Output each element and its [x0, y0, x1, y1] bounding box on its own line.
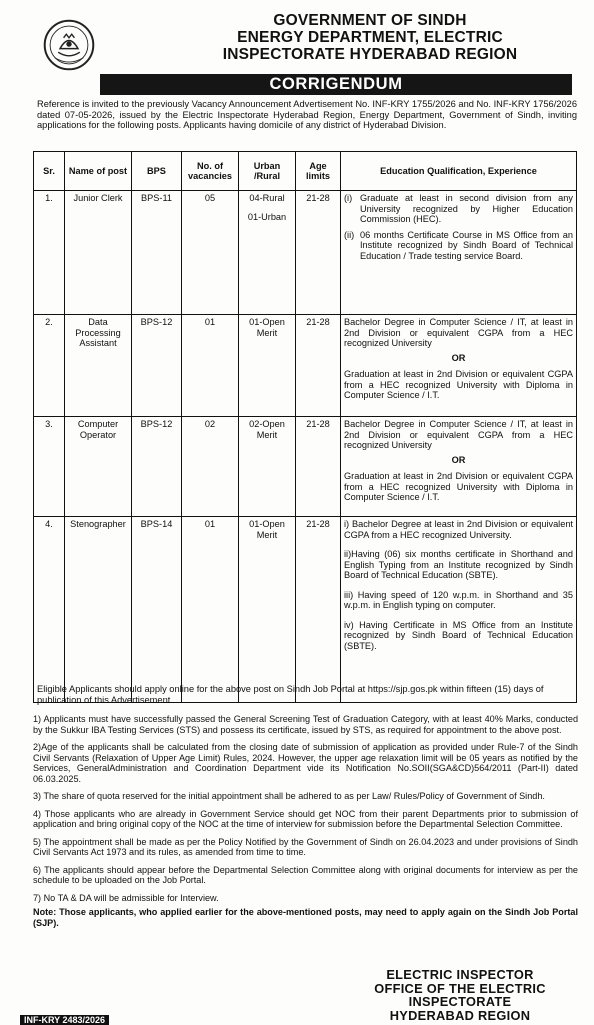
signature-line-3: INSPECTORATE: [408, 994, 512, 1009]
cell-urban-rural: 01-Open Merit: [239, 315, 296, 417]
signature-line-2: OFFICE OF THE ELECTRIC: [374, 980, 546, 996]
cell-bps: BPS-12: [132, 315, 182, 417]
intro-paragraph: Reference is invited to the previously Vacancy Announcement Advertisement No. INF-KRY 1755/2026 and No. INF-KRY 1756/2026 dated 07-05-2026, issued by the Electric Inspectorate Hyderabad Region, Energy Department, Government of Sindh, inviting applications for the following posts. Applicants having domicile of any district of Hyderabad Division.: [37, 99, 577, 131]
cell-sr: 4.: [34, 517, 65, 703]
cell-bps: BPS-14: [132, 517, 182, 703]
qualification-item: i) Bachelor Degree at least in 2nd Division or equivalent CGPA from a HEC recognized University.: [344, 519, 573, 540]
cell-qualification: [341, 191, 577, 315]
qualification-item: ii)Having (06) six months certificate in Shorthand and English Typing from an Institute recognized by Sindh Board of Technical Education (SBTE).: [344, 549, 573, 580]
cell-post-name: Junior Clerk: [65, 191, 132, 315]
qualification-item: Bachelor Degree in Computer Science / IT, at least in 2nd Division or equivalent CGPA from a HEC recognized University: [344, 419, 573, 450]
sindh-government-emblem-icon: [42, 18, 96, 72]
note-item: 7) No TA & DA will be admissible for Interview.: [33, 892, 219, 903]
note-item: 3) The share of quota reserved for the initial appointment shall be adhered to as per Law/ Rules/Policy of Government of Sindh.: [33, 791, 545, 801]
or-separator: OR: [451, 454, 466, 465]
cell-age: 21-28: [296, 517, 341, 703]
cell-vacancies: 01: [182, 517, 239, 703]
signature-block: [360, 968, 560, 1022]
quota-line: 01-Urban: [247, 211, 287, 222]
advertisement-reference-number: INF-KRY 2483/2026: [20, 1015, 109, 1025]
col-header-vacancies: No. of vacancies: [182, 152, 239, 191]
col-header-sr: Sr.: [34, 152, 65, 191]
cell-qualification: [341, 315, 577, 417]
or-separator: OR: [451, 352, 466, 363]
cell-sr: 3.: [34, 417, 65, 517]
cell-age: 21-28: [296, 315, 341, 417]
eligibility-paragraph: Eligible Applicants should apply online for the above post on Sindh Job Portal at https://sjp.gos.pk within fifteen (15) days of publication of this Advertisement.: [37, 684, 544, 705]
qualification-item: [344, 193, 573, 225]
posts-table: [33, 151, 577, 703]
note-item: 6) The applicants should appear before the Departmental Selection Committee along with original documents for interview as per the schedule to be uploaded on the Job Portal.: [33, 864, 578, 885]
item-number: (ii): [344, 229, 355, 240]
header-title: [190, 12, 550, 63]
notes-list: [33, 714, 578, 935]
cell-urban-rural: [239, 191, 296, 315]
table-row: [34, 417, 577, 517]
header-line-1: GOVERNMENT OF SINDH: [273, 12, 467, 29]
note-item: 4) Those applicants who are already in Government Service should get NOC from their parent Departments prior to submission of application and bring original copy of the NOC at the time of interview for submission before the Departmental Selection Committee.: [33, 808, 578, 829]
qualification-item: Bachelor Degree in Computer Science / IT, at least in 2nd Division or equivalent CGPA from a HEC recognized University: [344, 317, 573, 348]
cell-bps: BPS-12: [132, 417, 182, 517]
cell-post-name: Data Processing Assistant: [65, 315, 132, 417]
col-header-age: Age limits: [296, 152, 341, 191]
signature-line-4: HYDERABAD REGION: [389, 1007, 531, 1023]
item-number: (i): [344, 193, 353, 203]
col-header-urban-rural: Urban /Rural: [239, 152, 296, 191]
closing-note: Note: Those applicants, who applied earlier for the above-mentioned posts, may need to apply again on the Sindh Job Portal (SJP).: [33, 907, 578, 928]
quota-line: 04-Rural: [249, 193, 285, 203]
cell-sr: 2.: [34, 315, 65, 417]
header: [0, 12, 594, 72]
cell-age: 21-28: [296, 417, 341, 517]
cell-urban-rural: 02-Open Merit: [239, 417, 296, 517]
corrigendum-banner: CORRIGENDUM: [100, 74, 572, 95]
qualification-item: [344, 230, 573, 262]
item-text: Graduate at least in second division from any University recognized by Higher Education Commission (HEC).: [360, 193, 573, 224]
cell-vacancies: 01: [182, 315, 239, 417]
cell-qualification: [341, 517, 577, 703]
header-line-3: INSPECTORATE HYDERABAD REGION: [222, 46, 518, 63]
signature-line-1: ELECTRIC INSPECTOR: [386, 967, 534, 982]
qualification-item: Graduation at least in 2nd Division or equivalent CGPA from a HEC recognized University with Diploma in Computer Science / I.T.: [344, 471, 573, 502]
table-row: [34, 517, 577, 703]
table-header-row: [34, 152, 577, 191]
col-header-name: Name of post: [65, 152, 132, 191]
qualification-item: iii) Having speed of 120 w.p.m. in Shorthand and 35 w.p.m. in English typing on computer.: [344, 589, 573, 610]
col-header-education: Education Qualification, Experience: [341, 152, 577, 191]
cell-bps: BPS-11: [132, 191, 182, 315]
cell-vacancies: 02: [182, 417, 239, 517]
table-row: [34, 191, 577, 315]
cell-post-name: Computer Operator: [65, 417, 132, 517]
cell-age: 21-28: [296, 191, 341, 315]
note-item: 5) The appointment shall be made as per the Policy Notified by the Government of Sindh on 26.04.2023 and under provisions of Sindh Civil Servants Act 1973 and its rules, as amended from time to time.: [33, 836, 578, 857]
cell-post-name: Stenographer: [65, 517, 132, 703]
cell-urban-rural: 01-Open Merit: [239, 517, 296, 703]
note-item: 2)Age of the applicants shall be calculated from the closing date of submission of application as provided under Rule-7 of the Sindh Civil Servants (Relaxation of Upper Age Limit) Rules, 2024. However, the upper age relaxation limit will be 05 years as notified by the Services, GeneralAdministration and Coordination Department vide its Notification No.SOII(SGA&CD)564/2011 (Part-II) dated 06.03.2025.: [33, 742, 578, 784]
cell-qualification: [341, 417, 577, 517]
qualification-item: iv) Having Certificate in MS Office from an Institute recognized by Sindh Board of Technical Education (SBTE).: [344, 619, 573, 651]
cell-sr: 1.: [34, 191, 65, 315]
item-text: 06 months Certificate Course in MS Office from an Institute recognized by Sindh Board of Technical Education / Trade testing service Board.: [360, 229, 573, 261]
cell-vacancies: 05: [182, 191, 239, 315]
col-header-bps: BPS: [132, 152, 182, 191]
qualification-item: Graduation at least in 2nd Division or equivalent CGPA from a HEC recognized University with Diploma in Computer Science / I.T.: [344, 369, 573, 400]
note-item: 1) Applicants must have successfully passed the General Screening Test of Graduation Category, with at least 40% Marks, conducted by the Sukkur IBA Testing Services (STS) and possess its certificate, issued by STS, as required for appointment to the above post.: [33, 714, 578, 735]
header-line-2: ENERGY DEPARTMENT, ELECTRIC: [237, 29, 503, 46]
table-row: [34, 315, 577, 417]
